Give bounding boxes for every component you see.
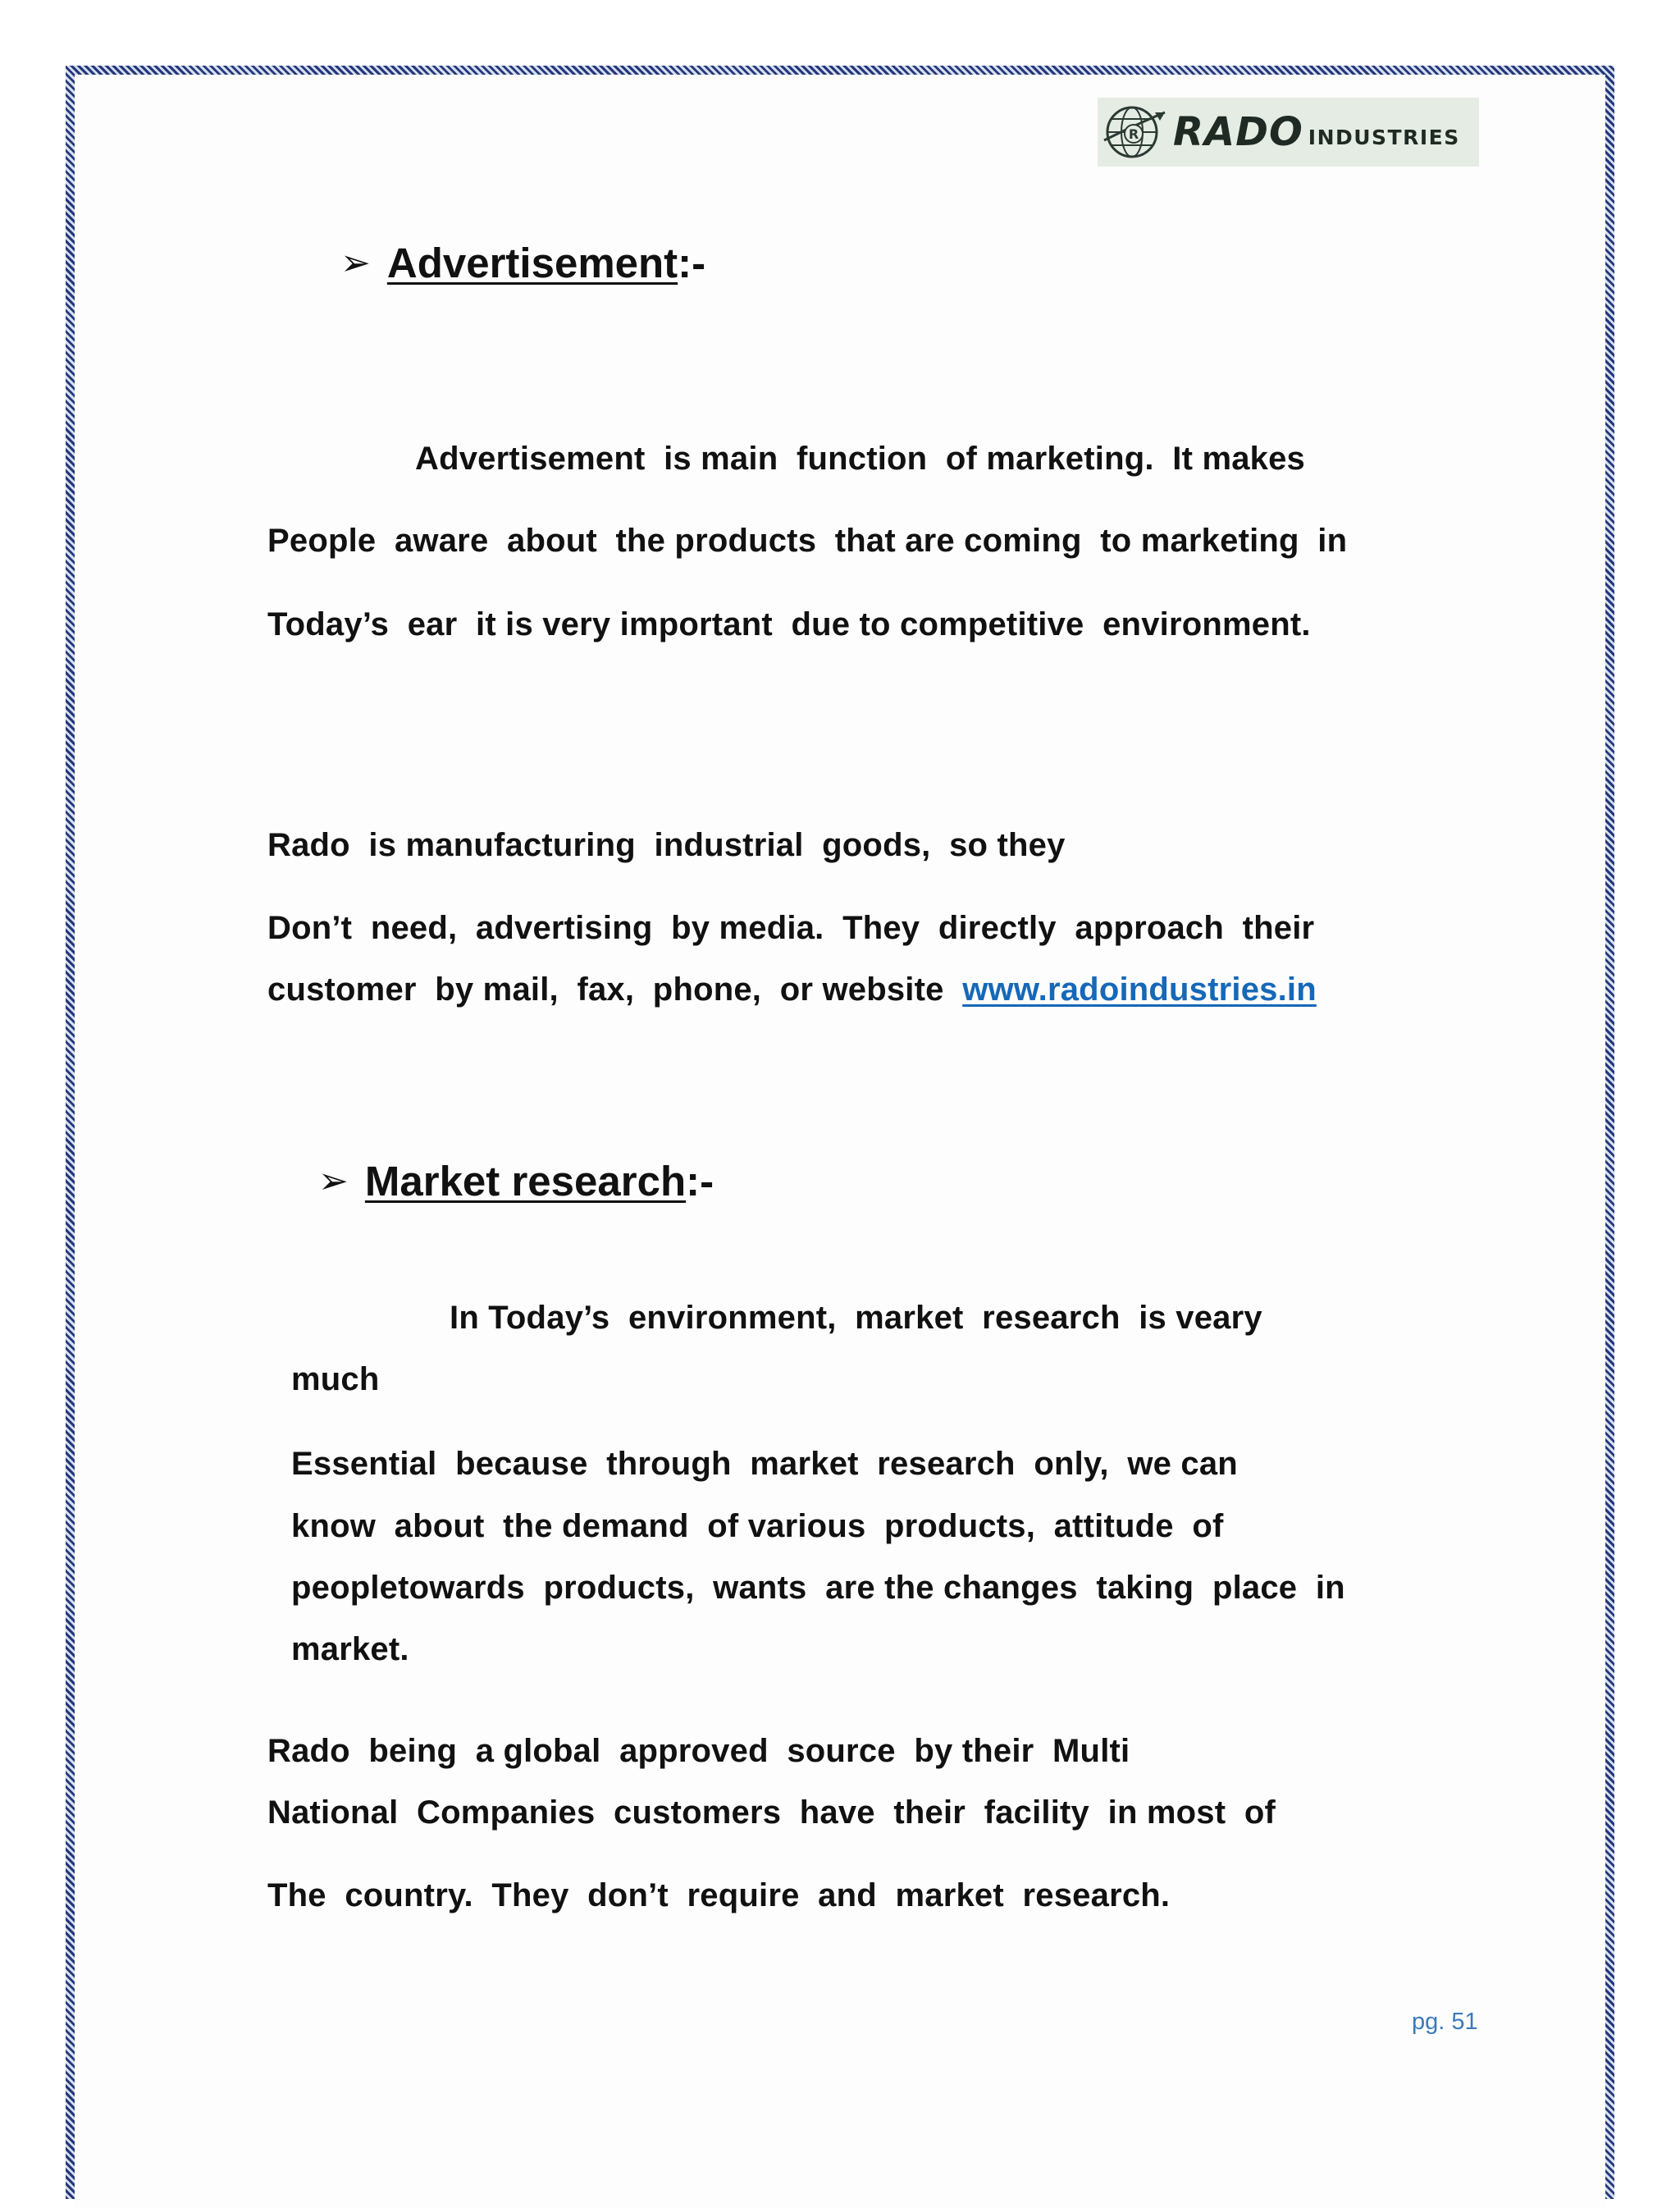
svg-text:R: R [1128, 126, 1139, 142]
heading-suffix: :- [686, 1158, 714, 1205]
paragraph-line: Advertisement is main function of marketing. It makes [415, 441, 1305, 477]
paragraph-line: Rado being a global approved source by their Multi [267, 1733, 1130, 1769]
paragraph-line: market. [291, 1631, 409, 1667]
line-text: customer by mail, fax, phone, or website [267, 971, 963, 1008]
logo-name: RADO [1173, 109, 1303, 155]
website-link[interactable]: www.radoindustries.in [962, 971, 1317, 1008]
paragraph-line: Essential because through market research only, we can [291, 1446, 1238, 1482]
arrow-bullet-icon: ➢ [340, 242, 371, 284]
market-research-heading [318, 1157, 714, 1205]
page-number: pg. 51 [1412, 2009, 1478, 2035]
advertisement-heading [340, 239, 705, 287]
globe-logo-icon [1101, 101, 1168, 163]
paragraph-line: People aware about the products that are coming to marketing in [267, 523, 1348, 559]
heading-suffix: :- [678, 240, 706, 286]
heading-text: Advertisement [386, 240, 678, 286]
company-logo [1098, 98, 1479, 167]
paragraph-line: The country. They don’t require and market research. [267, 1877, 1171, 1913]
arrow-bullet-icon: ➢ [318, 1160, 349, 1202]
heading-text: Market research [364, 1158, 687, 1205]
paragraph-line: much [291, 1361, 380, 1397]
paragraph-line: know about the demand of various products, attitude of [291, 1508, 1224, 1544]
paragraph-line: In Today’s environment, market research is veary [450, 1300, 1262, 1336]
paragraph-line: Rado is manufacturing industrial goods, so they [267, 827, 1066, 863]
paragraph-line: National Companies customers have their facility in most of [267, 1794, 1276, 1831]
paragraph-line: Today’s ear it is very important due to competitive environment. [267, 606, 1311, 642]
logo-subtitle: INDUSTRIES [1308, 125, 1460, 149]
paragraph-line: peopletowards products, wants are the changes taking place in [291, 1570, 1345, 1606]
paragraph-line: Don’t need, advertising by media. They directly approach their [267, 910, 1315, 946]
paragraph-line [267, 971, 1317, 1008]
